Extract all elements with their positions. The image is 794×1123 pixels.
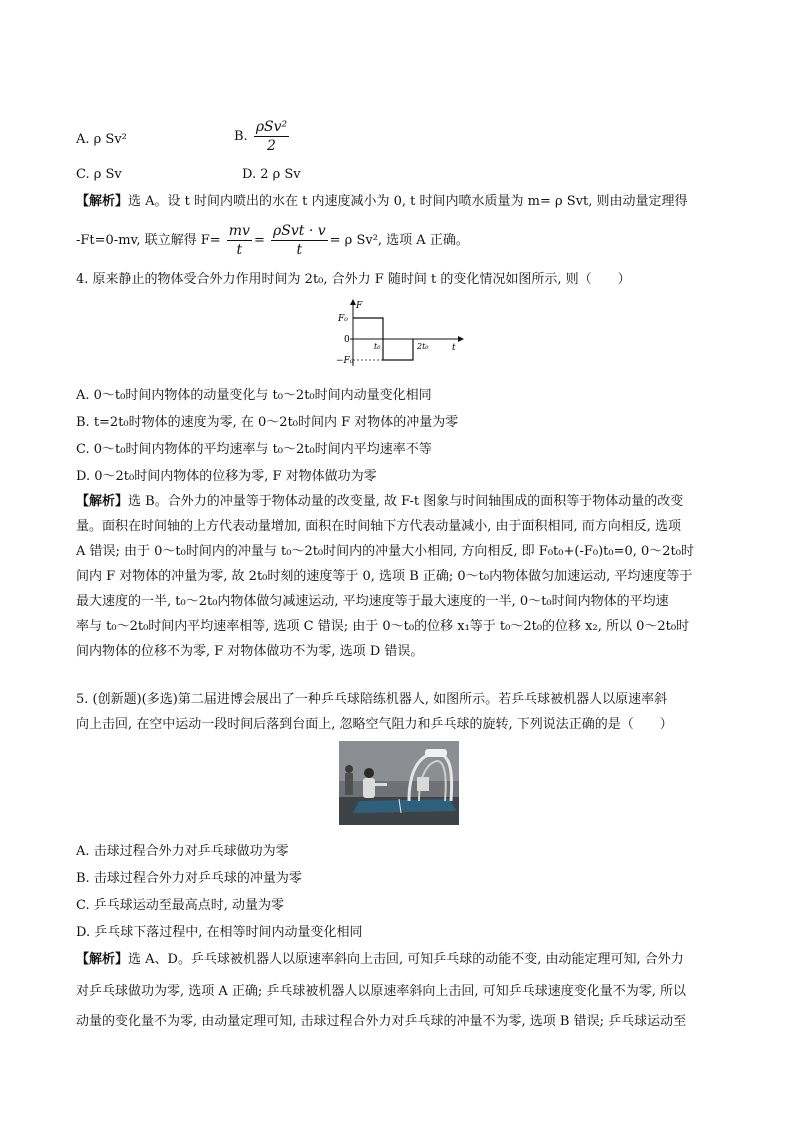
label-F0: F₀ — [338, 314, 348, 324]
label-zero: 0 — [344, 335, 350, 345]
force-time-graph — [336, 298, 466, 370]
q5-stem-line2: 向上击回, 在空中运动一段时间后落到台面上, 忽略空气阻力和乒乓球的旋转, 下列说法正确的是（ ） — [76, 717, 673, 732]
q4-analysis-line3: A 错误; 由于 0～t₀时间内的冲量与 t₀～2t₀时间内的冲量大小相同, 方向相反, 即 F₀t₀+(-F₀)t₀=0, 0～2t₀时 — [76, 544, 694, 559]
fraction-numerator: ρSvt · v — [273, 223, 326, 239]
t-axis-arrow — [458, 336, 464, 342]
option-b-label: B. — [234, 129, 248, 144]
q4-option-a: A. 0～t₀时间内物体的动量变化与 t₀～2t₀时间内动量变化相同 — [76, 388, 432, 403]
q4-analysis-line5: 最大速度的一半, t₀～2t₀内物体做匀减速运动, 平均速度等于最大速度的一半, 0～t₀时间内物体的平均速 — [76, 594, 669, 609]
analysis-text: 选 A、D。乒乓球被机器人以原速率斜向上击回, 可知乒乓球的动能不变, 由动能定理可知, 合外力 — [128, 952, 684, 967]
fraction-rhosvtv-t — [271, 222, 328, 259]
q4-analysis-line2: 量。面积在时间轴的上方代表动量增加, 面积在时间轴下方代表动量减小, 由于面积相同, 而方向相反, 选项 — [76, 519, 682, 534]
q4-analysis-line6: 率与 t₀～2t₀时间内平均速率相等, 选项 C 错误; 由于 0～t₀的位移 x₁等于 t₀～2t₀的位移 x₂, 所以 0～2t₀时 — [76, 619, 690, 634]
fraction-numerator: ρSv² — [255, 119, 288, 135]
analysis-tag: 【解析】 — [76, 194, 129, 209]
q4-analysis-line4: 间内 F 对物体的冲量为零, 故 2t₀时刻的速度等于 0, 选项 B 正确; 0～t₀内物体做匀加速运动, 平均速度等于 — [76, 569, 693, 584]
option-b — [234, 118, 291, 155]
q5-stem-line1: 5. (创新题)(多选)第二届进博会展出了一种乒乓球陪练机器人, 如图所示。若乒乓球被机器人以原速率斜 — [76, 692, 668, 707]
analysis-text: = ρ Sv², 选项 A 正确。 — [329, 233, 469, 248]
analysis-text: -Ft=0-mv, 联立解得 F= — [76, 233, 221, 248]
robot-ping-pong-photo — [339, 741, 459, 825]
fraction-denominator: 2 — [267, 138, 276, 154]
q4-stem: 4. 原来静止的物体受合外力作用时间为 2t₀, 合外力 F 随时间 t 的变化情况如图所示, 则（ ） — [76, 272, 631, 287]
q5-analysis-line2: 对乒乓球做功为零, 选项 A 正确; 乒乓球被机器人以原速率斜向上击回, 可知乒乓球速度变化量不为零, 所以 — [76, 984, 686, 999]
analysis-text: 选 B。合外力的冲量等于物体动量的改变量, 故 F-t 图象与时间轴围成的面积等于物体动量的改变 — [128, 494, 684, 509]
q5-analysis-line1 — [76, 950, 684, 970]
label-t0: t₀ — [374, 342, 381, 351]
equals-sign: = — [253, 233, 265, 248]
q4-analysis-line1 — [76, 492, 683, 512]
q4-option-d: D. 0～2t₀时间内物体的位移为零, F 对物体做功为零 — [76, 469, 377, 484]
fraction-denominator: t — [296, 242, 303, 258]
label-negF0: −F₀ — [336, 356, 354, 366]
q4-option-b: B. t=2t₀时物体的速度为零, 在 0～2t₀时间内 F 对物体的冲量为零 — [76, 415, 459, 430]
analysis-tag: 【解析】 — [76, 494, 129, 509]
option-c: C. ρ Sv — [76, 167, 122, 182]
analysis-text: 选 A。设 t 时间内喷出的水在 t 内速度减小为 0, t 时间内喷水质量为 m= ρ Svt, 则由动量定理得 — [128, 194, 688, 209]
fraction-mv-t — [227, 222, 252, 259]
fraction-numerator: mv — [228, 223, 250, 239]
q3-analysis-line2 — [76, 222, 469, 259]
force-positive-segment — [353, 318, 383, 339]
q5-option-a: A. 击球过程合外力对乒乓球做功为零 — [76, 844, 289, 859]
force-negative-segment — [383, 339, 413, 360]
q5-option-d: D. 乒乓球下落过程中, 在相等时间内动量变化相同 — [76, 925, 363, 940]
option-b-fraction — [254, 118, 289, 155]
q4-analysis-line7: 间内物体的位移不为零, F 对物体做功不为零, 选项 D 错误。 — [76, 644, 424, 659]
q5-analysis-line3: 动量的变化量不为零, 由动量定理可知, 击球过程合外力对乒乓球的冲量不为零, 选项 B 错误; 乒乓球运动至 — [76, 1014, 687, 1029]
q3-analysis-line1 — [76, 192, 688, 212]
q4-option-c: C. 0～t₀时间内物体的平均速率与 t₀～2t₀时间内平均速率不等 — [76, 442, 432, 457]
label-2t0: 2t₀ — [417, 342, 429, 351]
q5-option-c: C. 乒乓球运动至最高点时, 动量为零 — [76, 898, 285, 913]
option-d: D. 2 ρ Sv — [242, 167, 301, 182]
q5-option-b: B. 击球过程合外力对乒乓球的冲量为零 — [76, 871, 302, 886]
fraction-denominator: t — [236, 242, 243, 258]
analysis-tag: 【解析】 — [76, 952, 129, 967]
label-t: t — [452, 343, 456, 353]
option-a: A. ρ Sv² — [76, 132, 127, 147]
label-F: F — [356, 301, 363, 311]
